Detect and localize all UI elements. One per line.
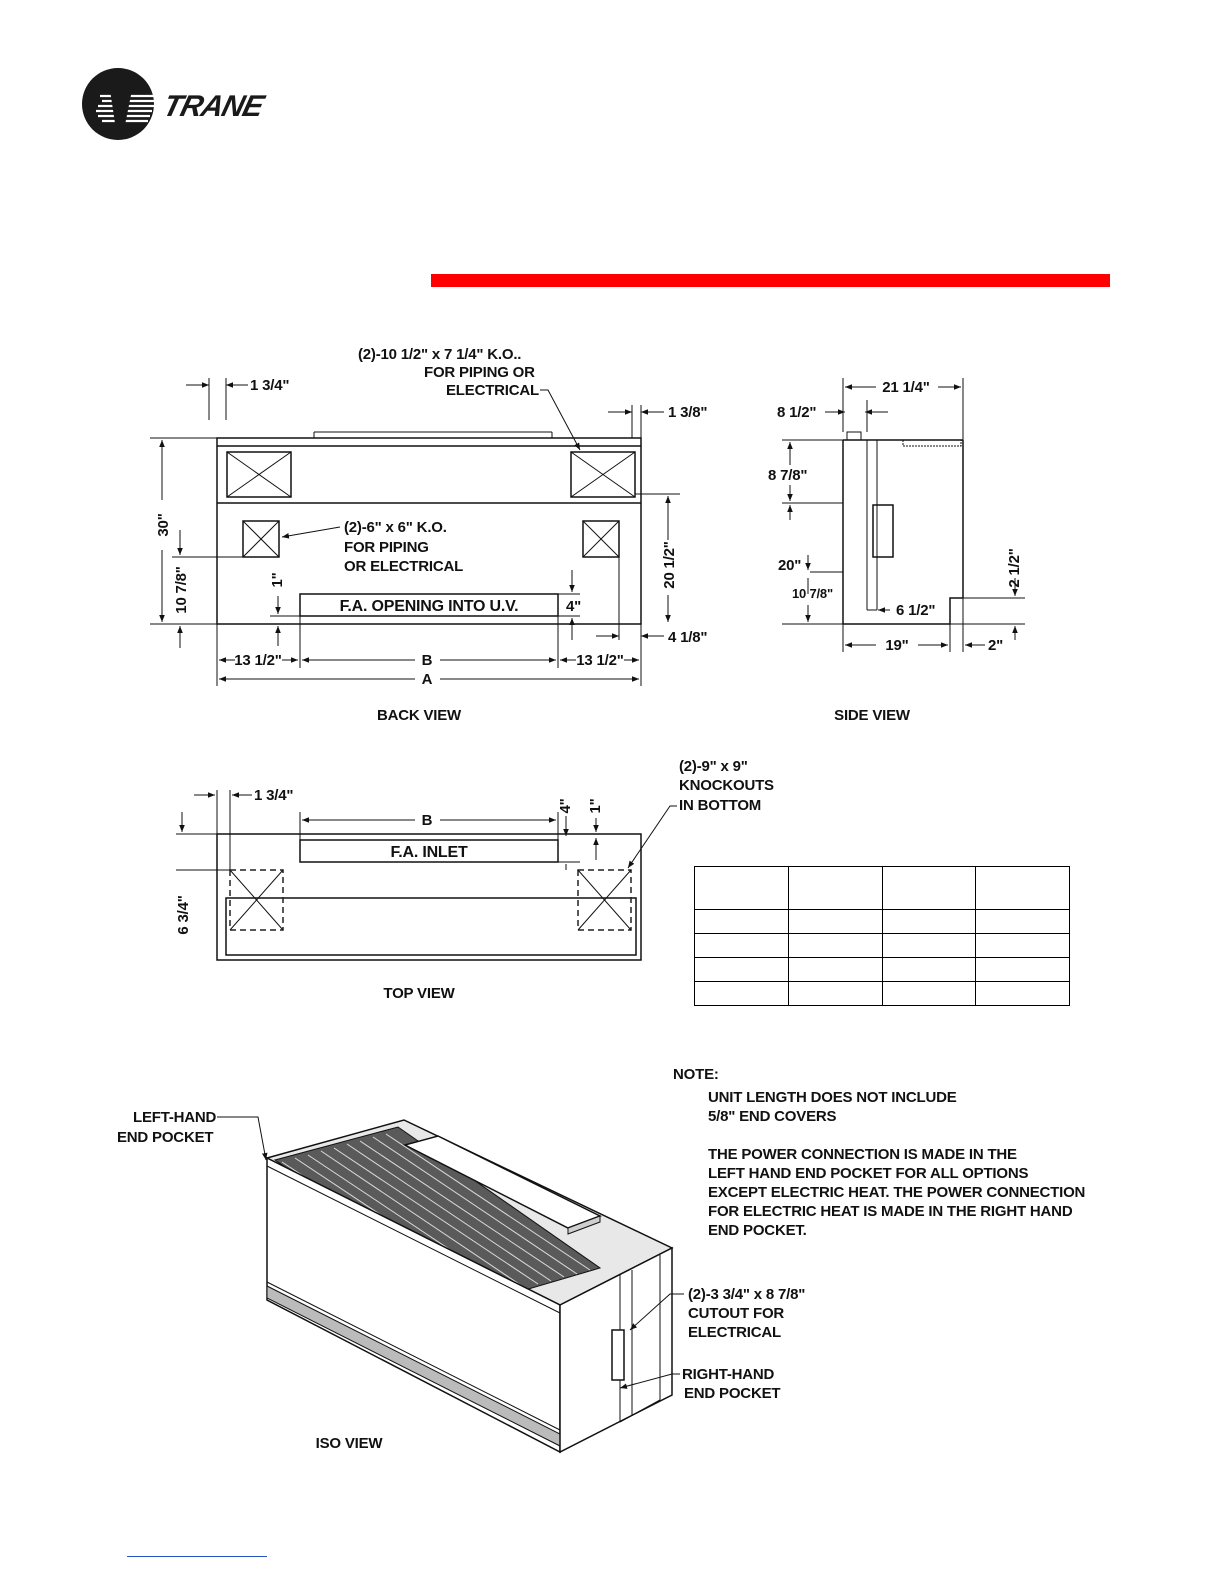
table-cell xyxy=(882,982,976,1006)
table-cell xyxy=(695,910,789,934)
back-dim-1-3-4: 1 3/4" xyxy=(250,377,290,394)
note-line-7: END POCKET. xyxy=(708,1222,807,1239)
table-cell xyxy=(695,867,789,910)
table-cell xyxy=(695,982,789,1006)
back-fa-opening-label: F.A. OPENING INTO U.V. xyxy=(339,598,519,615)
iso-left-pocket-line1: LEFT-HAND xyxy=(133,1109,217,1126)
back-dim-20-1-2: 20 1/2" xyxy=(661,541,678,589)
top-dim-6-3-4: 6 3/4" xyxy=(175,895,192,935)
top-dim-b: B xyxy=(421,812,433,829)
back-dim-13-1-2-right: 13 1/2" xyxy=(576,652,624,669)
back-dim-b: B xyxy=(421,652,433,669)
iso-cutout-line1: (2)-3 3/4" x 8 7/8" xyxy=(688,1286,806,1303)
side-view xyxy=(768,378,1025,724)
back-view-title: BACK VIEW xyxy=(376,707,462,724)
table-cell xyxy=(976,910,1070,934)
note-line-3: THE POWER CONNECTION IS MADE IN THE xyxy=(708,1146,1017,1163)
side-dim-10-7-8: 10 7/8" xyxy=(792,586,833,601)
side-view-title: SIDE VIEW xyxy=(834,707,910,724)
side-dim-8-7-8: 8 7/8" xyxy=(768,467,808,484)
table-cell xyxy=(788,934,882,958)
top-ko-line2: KNOCKOUTS xyxy=(679,777,774,794)
note-block xyxy=(673,1066,1085,1239)
top-dim-4: 4" xyxy=(557,798,574,814)
table-row xyxy=(695,934,1070,958)
table-header-row xyxy=(695,867,1070,910)
iso-right-pocket-line1: RIGHT-HAND xyxy=(682,1366,775,1383)
back-dim-10-7-8: 10 7/8" xyxy=(173,566,190,614)
table-cell xyxy=(695,958,789,982)
table-cell xyxy=(788,910,882,934)
side-dim-8-1-2: 8 1/2" xyxy=(777,404,817,421)
table-cell xyxy=(788,867,882,910)
table-row xyxy=(695,958,1070,982)
table-cell xyxy=(882,867,976,910)
table-cell xyxy=(695,934,789,958)
table-cell xyxy=(976,934,1070,958)
note-line-6: FOR ELECTRIC HEAT IS MADE IN THE RIGHT HAND xyxy=(708,1203,1073,1220)
top-view-title: TOP VIEW xyxy=(383,985,455,1002)
back-ko-large-line3: ELECTRICAL xyxy=(446,382,539,399)
iso-left-pocket-line2: END POCKET xyxy=(117,1129,214,1146)
side-dim-20: 20" xyxy=(778,557,802,574)
table-cell xyxy=(882,910,976,934)
table-row xyxy=(695,982,1070,1006)
table-row xyxy=(695,910,1070,934)
top-fa-inlet-label: F.A. INLET xyxy=(390,844,468,861)
table-cell xyxy=(788,958,882,982)
back-dim-13-1-2-left: 13 1/2" xyxy=(234,652,282,669)
note-line-1: UNIT LENGTH DOES NOT INCLUDE xyxy=(708,1089,957,1106)
back-view xyxy=(150,346,707,724)
top-dim-1-3-4: 1 3/4" xyxy=(254,787,294,804)
note-line-2: 5/8" END COVERS xyxy=(708,1108,837,1125)
side-dim-21-1-4: 21 1/4" xyxy=(882,379,930,396)
side-dim-2: 2" xyxy=(988,637,1004,654)
iso-cutout-line2: CUTOUT FOR xyxy=(688,1305,785,1322)
table-cell xyxy=(882,958,976,982)
back-ko-small-line3: OR ELECTRICAL xyxy=(344,558,464,575)
side-dim-6-1-2: 6 1/2" xyxy=(896,602,936,619)
iso-view xyxy=(117,1109,805,1452)
note-line-4: LEFT HAND END POCKET FOR ALL OPTIONS xyxy=(708,1165,1029,1182)
back-ko-small-line1: (2)-6" x 6" K.O. xyxy=(344,519,447,536)
top-dim-1: 1" xyxy=(587,798,604,814)
footer-link-underline[interactable] xyxy=(127,1556,267,1557)
back-dim-1: 1" xyxy=(269,572,286,588)
back-ko-large-line1: (2)-10 1/2" x 7 1/4" K.O.. xyxy=(358,346,522,363)
side-dim-19: 19" xyxy=(885,637,909,654)
table-cell xyxy=(976,867,1070,910)
back-dim-30: 30" xyxy=(155,513,172,537)
top-ko-line1: (2)-9" x 9" xyxy=(679,758,748,775)
back-dim-1-3-8: 1 3/8" xyxy=(668,404,708,421)
table-cell xyxy=(788,982,882,1006)
top-view xyxy=(175,758,774,1002)
brand-wordmark: TRANE xyxy=(159,89,267,123)
iso-right-pocket-line2: END POCKET xyxy=(684,1385,781,1402)
side-dim-2-1-2: 2 1/2" xyxy=(1006,548,1023,588)
top-ko-line3: IN BOTTOM xyxy=(679,797,762,814)
iso-view-title: ISO VIEW xyxy=(315,1435,383,1452)
back-dim-4: 4" xyxy=(566,598,582,615)
iso-cutout-line3: ELECTRICAL xyxy=(688,1324,781,1341)
note-line-5: EXCEPT ELECTRIC HEAT. THE POWER CONNECTION xyxy=(708,1184,1086,1201)
table-cell xyxy=(976,958,1070,982)
dimension-table xyxy=(694,866,1070,1006)
table-cell xyxy=(976,982,1070,1006)
note-heading: NOTE: xyxy=(673,1066,719,1083)
back-ko-large-line2: FOR PIPING OR xyxy=(424,364,535,381)
back-ko-small-line2: FOR PIPING xyxy=(344,539,429,556)
back-dim-a: A xyxy=(421,671,433,688)
back-dim-4-1-8: 4 1/8" xyxy=(668,629,708,646)
table-cell xyxy=(882,934,976,958)
